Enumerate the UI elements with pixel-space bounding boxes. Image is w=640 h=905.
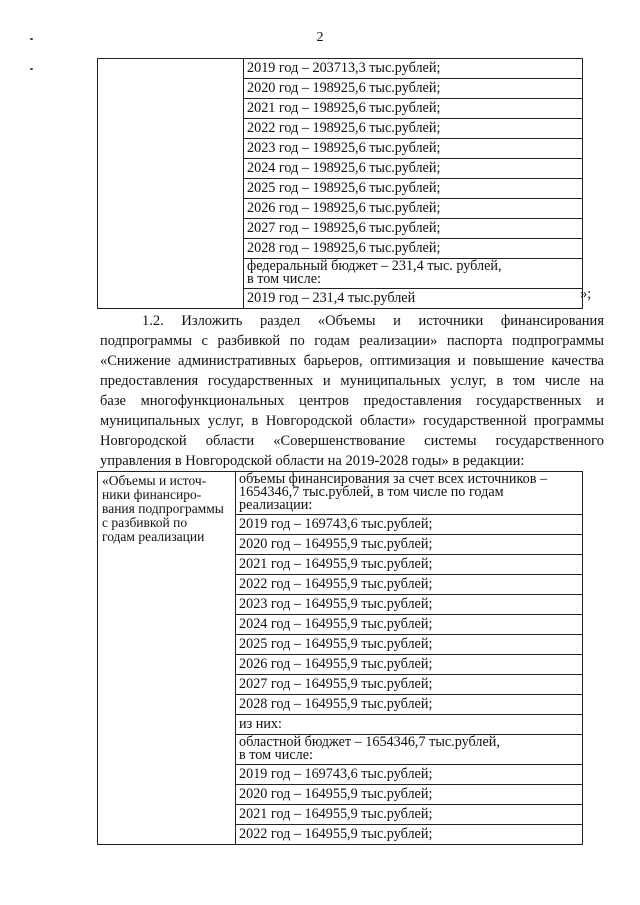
closing-quote: »; (580, 286, 592, 302)
table1-row-federal: федеральный бюджет – 231,4 тыс. рублей, в том числе: (244, 259, 583, 289)
table1-row: 2028 год – 198925,6 тыс.рублей; (244, 239, 583, 259)
funding-table-continued (97, 58, 583, 309)
table1-row: 2023 год – 198925,6 тыс.рублей; (244, 139, 583, 159)
page-number: 2 (316, 30, 324, 45)
table1-row: 2025 год – 198925,6 тыс.рублей; (244, 179, 583, 199)
paragraph-line: муниципальных услуг, в Новгородской области» государственной программы (100, 413, 604, 429)
table1-row: 2021 год – 198925,6 тыс.рублей; (244, 99, 583, 119)
table2-row: 2021 год – 164955,9 тыс.рублей; (236, 555, 583, 575)
paragraph-line: предоставления государственных и муниципальных услуг, в том числе на (100, 373, 604, 389)
table2-total-row: объемы финансирования за счет всех источников – 1654346,7 тыс.рублей, в том числе по годам реализации: (236, 472, 583, 515)
table2-row: 2028 год – 164955,9 тыс.рублей; (236, 695, 583, 715)
table2-row: 2019 год – 169743,6 тыс.рублей; (236, 515, 583, 535)
table1-row: 2024 год – 198925,6 тыс.рублей; (244, 159, 583, 179)
table1-left-cell-empty (98, 59, 244, 309)
paragraph-line: «Снижение административных барьеров, оптимизация и повышение качества (100, 353, 604, 369)
table1-row: 2022 год – 198925,6 тыс.рублей; (244, 119, 583, 139)
paragraph-line: управления в Новгородской области на 2019-2028 годы» в редакции: (100, 453, 525, 469)
table1-row: 2027 год – 198925,6 тыс.рублей; (244, 219, 583, 239)
table2-row: 2025 год – 164955,9 тыс.рублей; (236, 635, 583, 655)
table2-row: 2027 год – 164955,9 тыс.рублей; (236, 675, 583, 695)
table2-row-of-them: из них: (236, 715, 583, 735)
table2-row: 2022 год – 164955,9 тыс.рублей; (236, 575, 583, 595)
table2-section-title: «Объемы и источ- ники финансиро- вания подпрограммы с разбивкой по годам реализации (98, 472, 236, 845)
paragraph-line: 1.2. Изложить раздел «Объемы и источники финансирования (142, 313, 604, 329)
table2-row: 2023 год – 164955,9 тыс.рублей; (236, 595, 583, 615)
table2-row: 2020 год – 164955,9 тыс.рублей; (236, 785, 583, 805)
table2-row-regional: областной бюджет – 1654346,7 тыс.рублей, в том числе: (236, 735, 583, 765)
table1-row: 2020 год – 198925,6 тыс.рублей; (244, 79, 583, 99)
table2-row: 2020 год – 164955,9 тыс.рублей; (236, 535, 583, 555)
table2-row: 2024 год – 164955,9 тыс.рублей; (236, 615, 583, 635)
paragraph-line: подпрограммы с разбивкой по годам реализации» паспорта подпрограммы (100, 333, 604, 349)
table2-row: 2019 год – 169743,6 тыс.рублей; (236, 765, 583, 785)
table2-row: 2022 год – 164955,9 тыс.рублей; (236, 825, 583, 845)
paragraph-line: базе многофункциональных центров предоставления государственных и (100, 393, 604, 409)
paragraph-line: Новгородской области «Совершенствование системы государственного (100, 433, 604, 449)
funding-table-new (97, 471, 583, 845)
table2-row: 2026 год – 164955,9 тыс.рублей; (236, 655, 583, 675)
table1-row: 2019 год – 203713,3 тыс.рублей; (244, 59, 583, 79)
scan-speck (30, 38, 33, 40)
table2-row: 2021 год – 164955,9 тыс.рублей; (236, 805, 583, 825)
scan-speck (30, 68, 33, 70)
table1-row: 2026 год – 198925,6 тыс.рублей; (244, 199, 583, 219)
amendment-paragraph (100, 311, 604, 471)
table1-row: 2019 год – 231,4 тыс.рублей (244, 289, 583, 309)
